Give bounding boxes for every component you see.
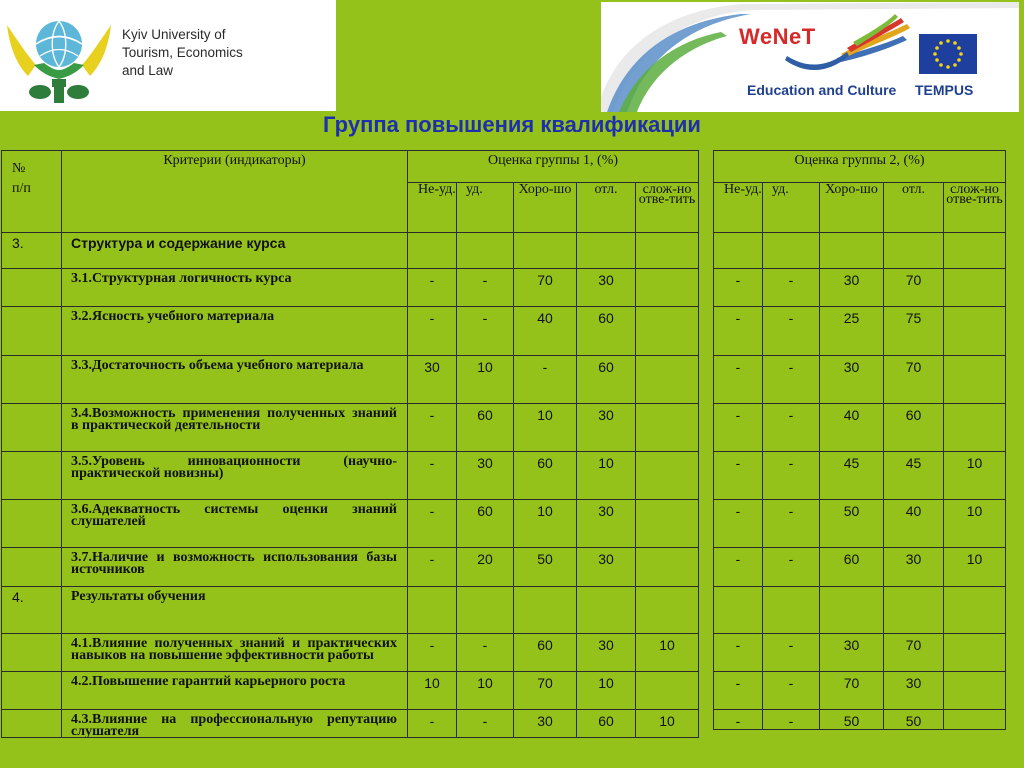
row-number	[2, 356, 62, 404]
group2-value: -	[714, 500, 763, 548]
table-row	[2, 634, 699, 672]
group2-value: 50	[820, 500, 884, 548]
grade-sub-header: Не-уд.	[408, 183, 457, 233]
criterion-text: 4.3.Влияние на профессиональную репутацию слушателя	[62, 710, 408, 738]
group1-value: 60	[457, 500, 514, 548]
row-number	[2, 404, 62, 452]
section-row	[714, 233, 1006, 269]
criterion-text: 3.6.Адекватность системы оценки знаний слушателей	[62, 500, 408, 548]
no-header-label: п/п	[12, 181, 31, 196]
group2-value: 30	[884, 548, 944, 587]
group1-value: 30	[577, 404, 636, 452]
table-header-row	[2, 151, 699, 183]
group2-value: -	[763, 548, 820, 587]
criterion-text: 3.4.Возможность применения полученных знаний в практической деятельности	[62, 404, 408, 452]
group2-value	[944, 404, 1006, 452]
group1-value: -	[514, 356, 577, 404]
row-number	[2, 548, 62, 587]
table-row	[714, 548, 1006, 587]
group1-value: 60	[514, 634, 577, 672]
group1-value: 60	[514, 452, 577, 500]
group1-value: 10	[514, 404, 577, 452]
group1-value: -	[408, 710, 457, 738]
group2-value: 70	[884, 634, 944, 672]
row-number	[2, 672, 62, 710]
kyiv-university-name	[122, 26, 243, 80]
table-row	[714, 307, 1006, 356]
group2-table	[713, 150, 1006, 730]
group1-value	[577, 587, 636, 634]
row-number: 4.	[2, 587, 62, 634]
section-row	[2, 587, 699, 634]
table-row	[714, 404, 1006, 452]
table-row	[714, 356, 1006, 404]
group1-value: 10	[514, 500, 577, 548]
group1-value	[636, 307, 699, 356]
section-row	[2, 233, 699, 269]
group2-value	[944, 672, 1006, 710]
grade-sub-header: отл.	[884, 183, 944, 233]
group2-value: 30	[884, 672, 944, 710]
group1-value	[636, 548, 699, 587]
group2-value: -	[763, 404, 820, 452]
group2-value: -	[763, 452, 820, 500]
group2-value: -	[763, 269, 820, 307]
group1-value: 10	[457, 356, 514, 404]
group1-value: 10	[636, 634, 699, 672]
group1-value	[636, 404, 699, 452]
grade-sub-header: Хоро-шо	[820, 183, 884, 233]
group2-value: -	[714, 634, 763, 672]
group2-value: -	[714, 269, 763, 307]
criteria-group1-table	[1, 150, 699, 738]
group2-value	[763, 587, 820, 634]
section-title: Результаты обучения	[62, 587, 408, 634]
criterion-text: 3.7.Наличие и возможность использования базы источников	[62, 548, 408, 587]
sub-header-row	[714, 183, 1006, 233]
group1-value	[636, 587, 699, 634]
group2-value: -	[763, 710, 820, 730]
group2-value	[884, 587, 944, 634]
group1-value	[457, 233, 514, 269]
group1-value: -	[408, 634, 457, 672]
group1-value	[408, 233, 457, 269]
group1-value: 30	[514, 710, 577, 738]
grade-sub-header: Хоро-шо	[514, 183, 577, 233]
group2-value: -	[714, 672, 763, 710]
group2-value: -	[763, 307, 820, 356]
group2-value	[944, 587, 1006, 634]
group2-value: 30	[820, 634, 884, 672]
group1-value	[514, 233, 577, 269]
table-row	[2, 548, 699, 587]
row-number	[2, 634, 62, 672]
group1-value	[577, 233, 636, 269]
group1-value: 60	[577, 356, 636, 404]
education-culture-text: Education and Culture	[747, 82, 897, 98]
group2-value	[944, 710, 1006, 730]
group2-value: -	[763, 356, 820, 404]
group2-value: 40	[820, 404, 884, 452]
criterion-text: 3.1.Структурная логичность курса	[62, 269, 408, 307]
group2-value	[944, 269, 1006, 307]
criterion-text: 4.1.Влияние полученных знаний и практических навыков на повышение эффективности работы	[62, 634, 408, 672]
group2-value: 50	[884, 710, 944, 730]
group2-value: -	[763, 500, 820, 548]
table-row	[714, 500, 1006, 548]
group2-value: 60	[820, 548, 884, 587]
table-row	[714, 269, 1006, 307]
table-row	[2, 672, 699, 710]
row-number: 3.	[2, 233, 62, 269]
group2-value: 70	[820, 672, 884, 710]
kyiv-name-line-3: and Law	[122, 63, 174, 78]
table-row	[2, 404, 699, 452]
group1-value: -	[408, 404, 457, 452]
kyiv-university-logo-icon	[4, 3, 114, 108]
row-number	[2, 452, 62, 500]
group1-value	[408, 587, 457, 634]
group2-value	[944, 307, 1006, 356]
criteria-column-header: Критерии (индикаторы)	[62, 151, 408, 233]
row-number	[2, 307, 62, 356]
group2-value	[820, 233, 884, 269]
group1-value: -	[408, 452, 457, 500]
group2-value	[944, 634, 1006, 672]
group1-value: 60	[457, 404, 514, 452]
group1-header: Оценка группы 1, (%)	[408, 151, 699, 183]
wenet-tempus-logo-panel	[601, 2, 1019, 112]
tempus-text: TEMPUS	[915, 82, 974, 98]
wenet-logo-text: WeNeT	[739, 24, 816, 49]
no-header-symbol: №	[12, 161, 26, 176]
table-row	[2, 500, 699, 548]
table-header-row	[714, 151, 1006, 183]
group2-header: Оценка группы 2, (%)	[714, 151, 1006, 183]
group2-value: 45	[820, 452, 884, 500]
group1-value: 10	[457, 672, 514, 710]
group1-value: 30	[577, 548, 636, 587]
group2-value: 70	[884, 356, 944, 404]
section-row	[714, 587, 1006, 634]
group1-value: -	[408, 548, 457, 587]
group2-value	[944, 233, 1006, 269]
group2-value: 45	[884, 452, 944, 500]
grade-sub-header: Не-уд.	[714, 183, 763, 233]
grade-sub-header: уд.	[763, 183, 820, 233]
group2-value: -	[714, 307, 763, 356]
table-row	[2, 307, 699, 356]
group1-value	[636, 269, 699, 307]
criterion-text: 3.3.Достаточность объема учебного материала	[62, 356, 408, 404]
group1-value: 50	[514, 548, 577, 587]
grade-sub-header: слож-но отве-тить	[944, 183, 1006, 233]
group2-value	[763, 233, 820, 269]
group1-value	[457, 587, 514, 634]
criterion-text: 3.5.Уровень инновационности (научно-практической новизны)	[62, 452, 408, 500]
group2-value: 30	[820, 356, 884, 404]
group1-value: 40	[514, 307, 577, 356]
kyiv-university-logo-panel	[0, 0, 336, 111]
group1-value	[636, 672, 699, 710]
table-row	[2, 710, 699, 738]
group1-value: 10	[408, 672, 457, 710]
group2-value: 40	[884, 500, 944, 548]
no-column-header	[2, 151, 62, 233]
group2-value: 25	[820, 307, 884, 356]
group1-value: 30	[408, 356, 457, 404]
group1-value: -	[457, 634, 514, 672]
group1-value: 30	[577, 269, 636, 307]
group1-value: -	[408, 307, 457, 356]
group1-value	[636, 452, 699, 500]
group1-value: 30	[577, 634, 636, 672]
group2-value: -	[714, 404, 763, 452]
section-title: Структура и содержание курса	[62, 233, 408, 269]
table-row	[714, 672, 1006, 710]
group2-value	[714, 233, 763, 269]
kyiv-name-line-2: Tourism, Economics	[122, 45, 243, 60]
group1-value	[636, 233, 699, 269]
group1-value: 60	[577, 307, 636, 356]
table-row	[714, 634, 1006, 672]
group1-value: -	[408, 269, 457, 307]
group2-value: 60	[884, 404, 944, 452]
table-row	[714, 452, 1006, 500]
group2-value: 30	[820, 269, 884, 307]
group2-value	[944, 356, 1006, 404]
group1-value: 30	[457, 452, 514, 500]
group2-value: -	[763, 672, 820, 710]
criterion-text: 3.2.Ясность учебного материала	[62, 307, 408, 356]
group1-value: 20	[457, 548, 514, 587]
group1-value: -	[457, 269, 514, 307]
group2-value: 10	[944, 548, 1006, 587]
table-row	[2, 452, 699, 500]
group1-value: -	[457, 710, 514, 738]
table-row	[2, 356, 699, 404]
group1-value: 60	[577, 710, 636, 738]
group2-value: 50	[820, 710, 884, 730]
group2-value: -	[714, 548, 763, 587]
group2-value: 10	[944, 500, 1006, 548]
group2-value: 70	[884, 269, 944, 307]
table-row	[2, 269, 699, 307]
group1-value	[636, 356, 699, 404]
group2-value: -	[714, 452, 763, 500]
group2-value	[714, 587, 763, 634]
grade-sub-header: отл.	[577, 183, 636, 233]
criterion-text: 4.2.Повышение гарантий карьерного роста	[62, 672, 408, 710]
group1-value	[636, 500, 699, 548]
group2-value: -	[714, 710, 763, 730]
row-number	[2, 710, 62, 738]
group1-value: 10	[577, 452, 636, 500]
group2-value: 10	[944, 452, 1006, 500]
group2-value: 75	[884, 307, 944, 356]
group1-value: 70	[514, 269, 577, 307]
grade-sub-header: слож-но отве-тить	[636, 183, 699, 233]
group1-value: 30	[577, 500, 636, 548]
grade-sub-header: уд.	[457, 183, 514, 233]
group2-value: -	[763, 634, 820, 672]
row-number	[2, 269, 62, 307]
group1-value: -	[408, 500, 457, 548]
kyiv-name-line-1: Kyiv University of	[122, 27, 226, 42]
group2-value	[884, 233, 944, 269]
group1-value: 70	[514, 672, 577, 710]
table-row	[714, 710, 1006, 730]
group1-value: -	[457, 307, 514, 356]
page-title: Группа повышения квалификации	[323, 112, 701, 137]
group1-value: 10	[636, 710, 699, 738]
group2-value	[820, 587, 884, 634]
group2-value: -	[714, 356, 763, 404]
row-number	[2, 500, 62, 548]
group1-value	[514, 587, 577, 634]
group1-value: 10	[577, 672, 636, 710]
